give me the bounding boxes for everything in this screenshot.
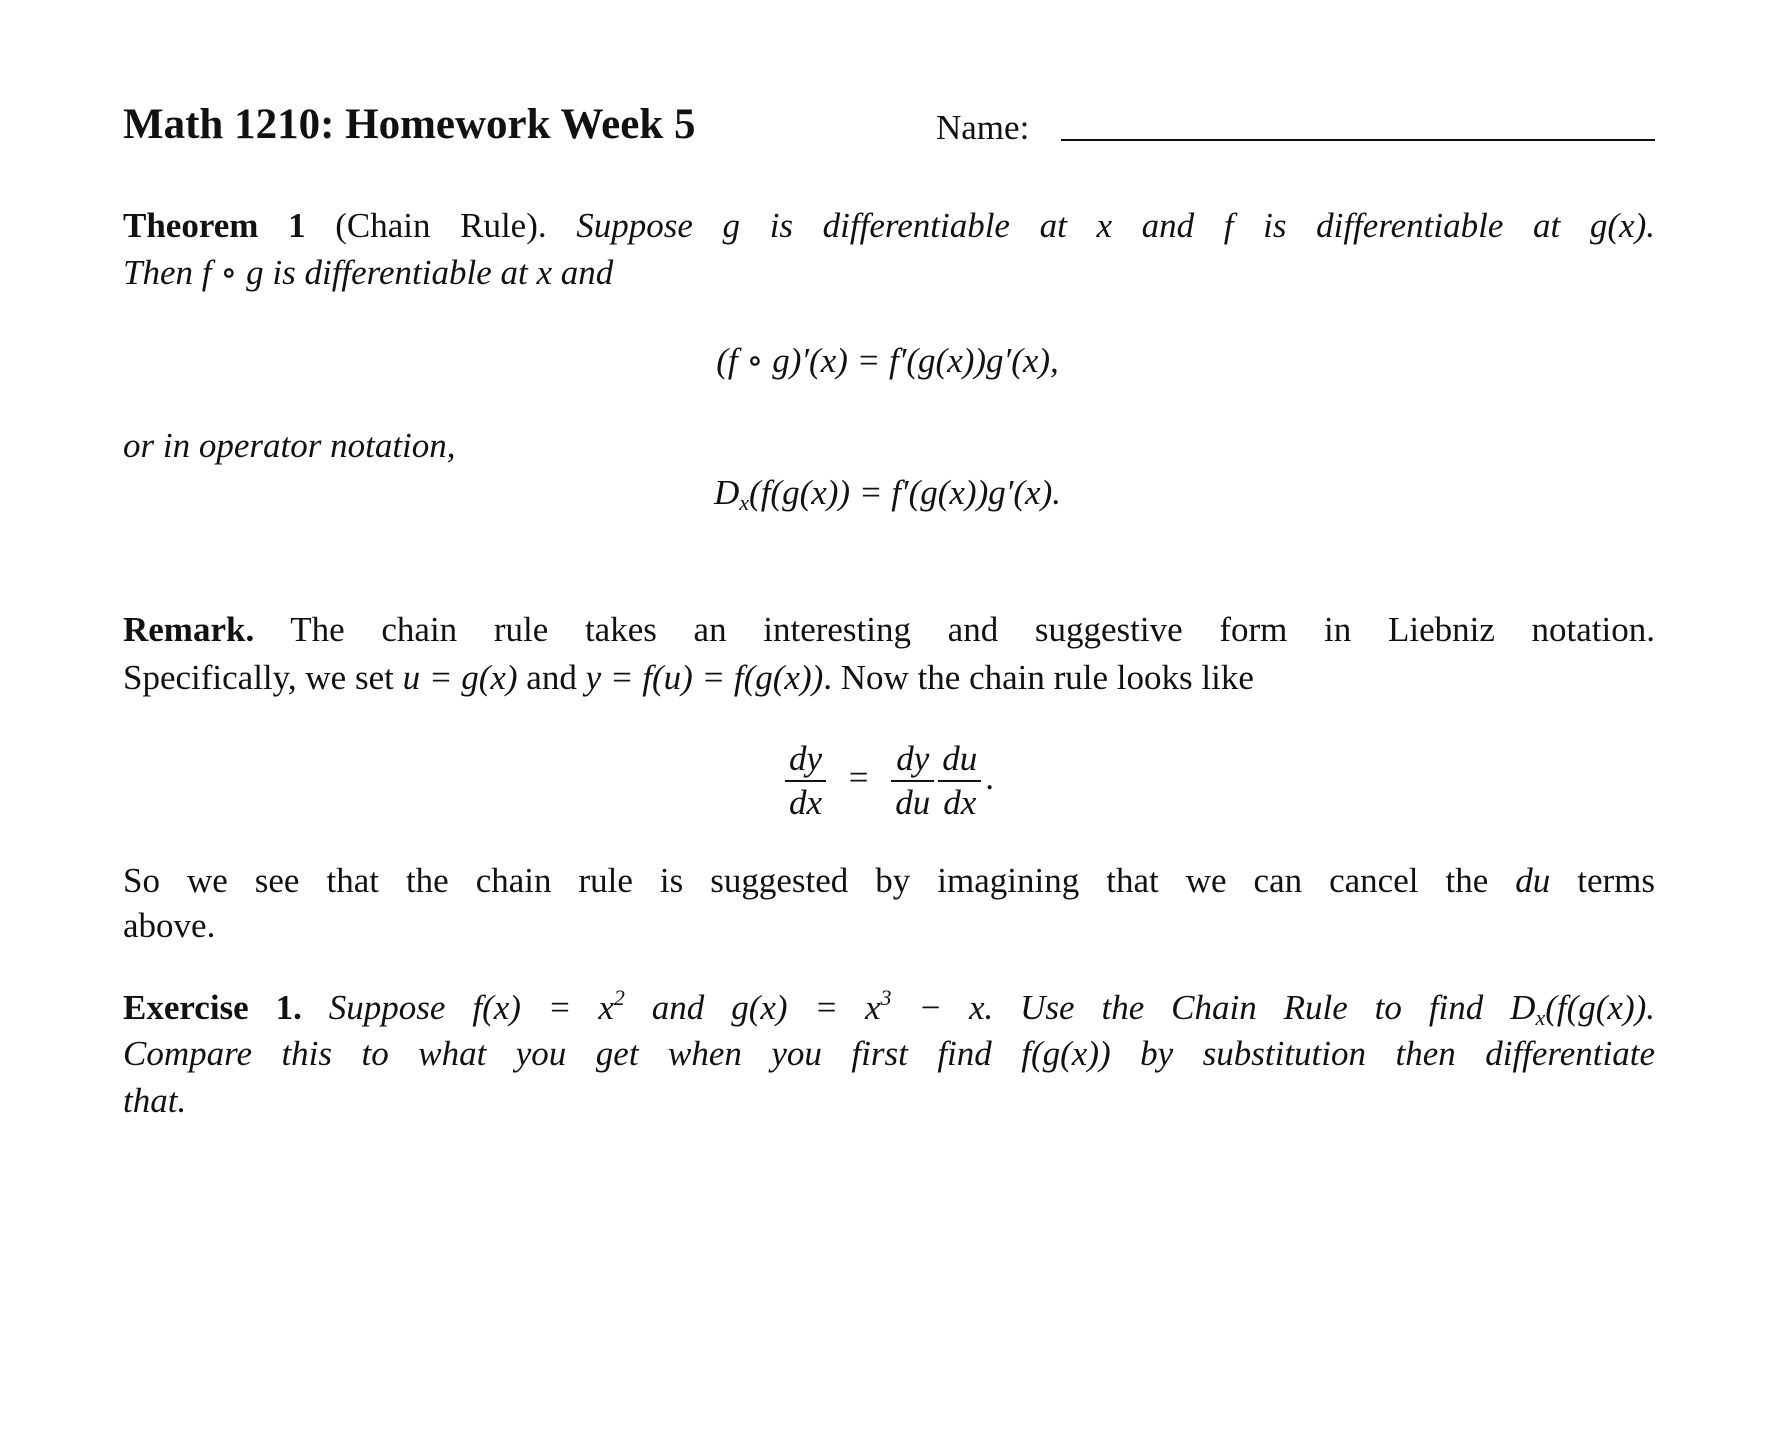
exercise-label: Exercise 1. <box>123 988 302 1027</box>
remark-line-1 <box>123 610 1655 650</box>
name-label: Name: <box>936 108 1030 147</box>
r2m1: u = g(x) <box>402 658 518 697</box>
equals-sign: = <box>848 758 869 798</box>
num: dy <box>896 739 930 778</box>
r2a: Specifically, we set <box>123 658 403 697</box>
r2m2: y = f(u) = f(g(x)) <box>585 658 824 697</box>
exercise-line-2: Compare this to what you get when you first find f(g(x)) by substitution then differentiate <box>123 1034 1655 1073</box>
equation-operator <box>0 473 1775 513</box>
theorem-name: (Chain Rule). <box>335 206 547 245</box>
theorem-line-2: Then f ∘ g is differentiable at x and <box>123 253 614 292</box>
num: du <box>942 739 978 778</box>
remark-label: Remark. <box>123 610 255 649</box>
exercise-line-1 <box>123 985 1656 1030</box>
remark-line-4: above. <box>123 906 216 945</box>
theorem-line-1 <box>123 206 1655 246</box>
remark-line-2 <box>123 658 1655 698</box>
equation-chain-rule: (f ∘ g)′(x) = f′(g(x))g′(x), <box>716 341 1059 380</box>
den: dx <box>788 783 823 822</box>
e1c: − x. Use the Chain Rule to find D <box>891 988 1536 1027</box>
e1sub: x <box>1535 1005 1546 1030</box>
theorem-text-1: Suppose g is differentiable at x and f is differentiable at g(x). <box>576 206 1655 245</box>
e1s1: 2 <box>613 985 625 1010</box>
den: du <box>895 783 931 822</box>
e1a: Suppose f(x) = x <box>328 988 614 1027</box>
eq2-sub: x <box>739 490 750 515</box>
den: dx <box>943 783 977 822</box>
r3b: terms <box>1577 861 1656 900</box>
r2b: and <box>517 658 586 697</box>
fraction-dy-dx <box>785 738 826 824</box>
fraction-du-dx <box>938 738 981 824</box>
r3a: So we see that the chain rule is suggested by imagining that we can cancel the <box>123 861 1489 900</box>
theorem-label: Theorem 1 <box>123 206 306 245</box>
r3m: du <box>1515 861 1551 900</box>
exercise-line-3: that. <box>123 1081 187 1120</box>
operator-notation-text: or in operator notation, <box>123 426 456 465</box>
leibniz-equation <box>0 738 1775 824</box>
num: dy <box>788 739 823 778</box>
remark-line-3 <box>123 861 1655 901</box>
fraction-dy-du <box>891 738 934 824</box>
eq2-d: D <box>714 473 740 512</box>
remark-text-1: The chain rule takes an interesting and suggestive form in Liebniz notation. <box>290 610 1656 649</box>
page-title: Math 1210: Homework Week 5 <box>123 101 696 148</box>
e1s2: 3 <box>880 985 892 1010</box>
name-blank-line <box>1061 139 1655 141</box>
r2c: . Now the chain rule looks like <box>823 658 1254 697</box>
eq2-rest: (f(g(x)) = f′(g(x))g′(x). <box>749 473 1061 512</box>
exercise-text-1 <box>328 985 1656 1030</box>
period: . <box>985 758 995 798</box>
e1d: (f(g(x)). <box>1545 988 1656 1027</box>
e1b: and g(x) = x <box>624 988 881 1027</box>
